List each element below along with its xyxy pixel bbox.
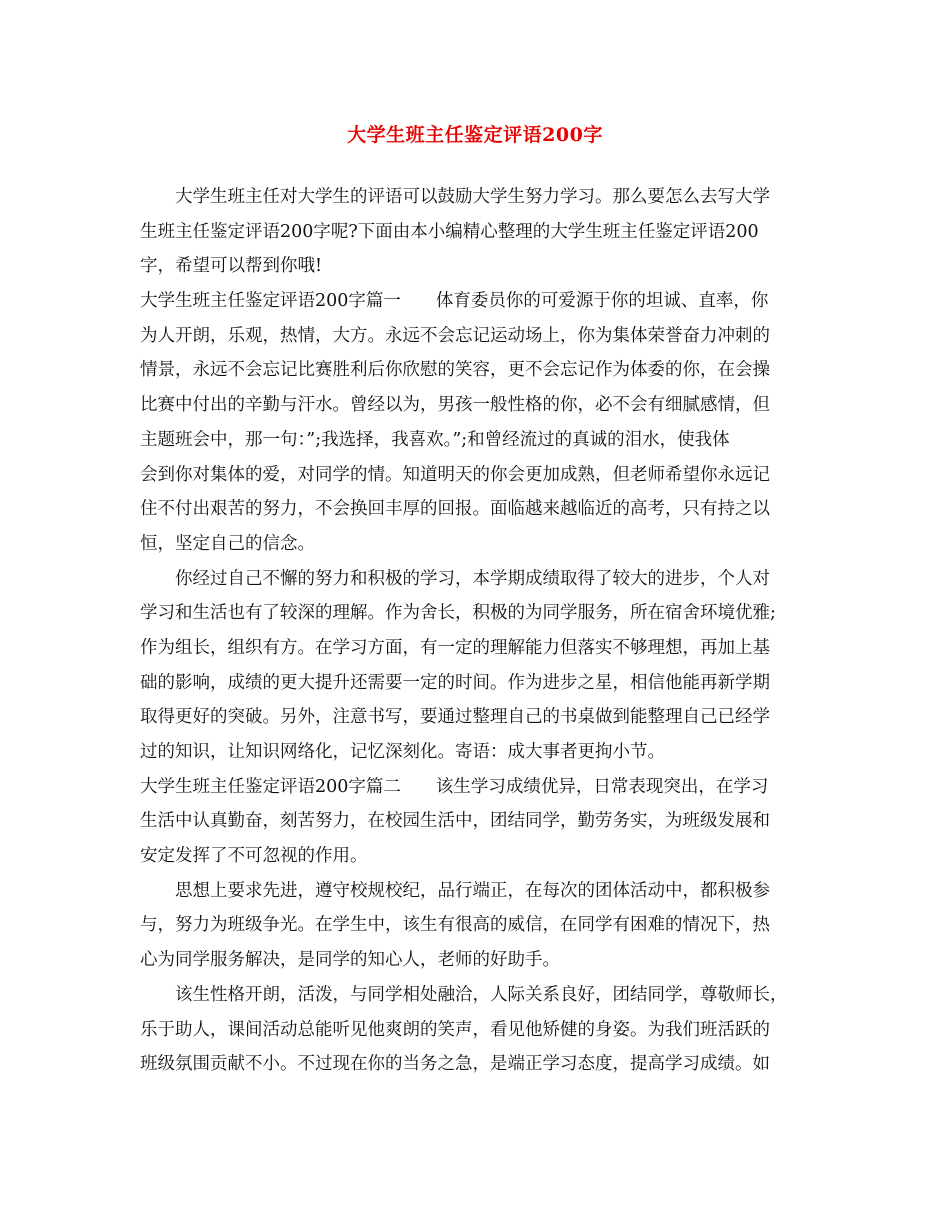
text-line: 恒，坚定自己的信念。 bbox=[140, 533, 315, 554]
text-line: 安定发挥了不可忽视的作用。 bbox=[140, 846, 368, 867]
text-line: 取得更好的突破。另外，注意书写，要通过整理自己的书桌做到能整理自己已经学 bbox=[140, 707, 770, 728]
text-line: 会到你对集体的爱，对同学的情。知道明天的你会更加成熟，但老师希望你永远记 bbox=[140, 464, 770, 485]
text-line: 比赛中付出的辛勤与汗水。曾经以为，男孩一般性格的你，必不会有细腻感情，但 bbox=[140, 395, 770, 416]
text-line: 学习和生活也有了较深的理解。作为舍长，积极的为同学服务，所在宿舍环境优雅; bbox=[140, 603, 776, 624]
text-line: 字，希望可以帮到你哦! bbox=[140, 256, 323, 277]
document-title: 大学生班主任鉴定评语200字 bbox=[347, 124, 603, 146]
text-line: 生班主任鉴定评语200字呢?下面由本小编精心整理的大学生班主任鉴定评语200 bbox=[140, 221, 759, 242]
text-line: 大学生班主任鉴定评语200字篇一 体育委员你的可爱源于你的坦诚、直率，你 bbox=[140, 291, 769, 312]
text-line: 大学生班主任鉴定评语200字篇二 该生学习成绩优异，日常表现突出，在学习 bbox=[140, 776, 769, 797]
text-line: 乐于助人，课间活动总能听见他爽朗的笑声，看见他矫健的身姿。为我们班活跃的 bbox=[140, 1019, 770, 1040]
text-line: 生活中认真勤奋，刻苦努力，在校园生活中，团结同学，勤劳务实，为班级发展和 bbox=[140, 811, 770, 832]
text-line: 思想上要求先进，遵守校规校纪，品行端正，在每次的团体活动中，都积极参 bbox=[175, 880, 770, 901]
text-line: 班级氛围贡献不小。不过现在你的当务之急，是端正学习态度，提高学习成绩。如 bbox=[140, 1054, 770, 1075]
text-line: 过的知识，让知识网络化，记忆深刻化。寄语：成大事者更拘小节。 bbox=[140, 742, 665, 762]
text-line: 住不付出艰苦的努力，不会换回丰厚的回报。面临越来越临近的高考，只有持之以 bbox=[140, 499, 770, 520]
text-line: 该生性格开朗，活泼，与同学相处融洽，人际关系良好，团结同学，尊敬师长， bbox=[175, 984, 788, 1005]
text-line: 主题班会中，那一句：”;我选择，我喜欢。”;和曾经流过的真诚的泪水，使我体 bbox=[140, 429, 730, 450]
text-line: 大学生班主任对大学生的评语可以鼓励大学生努力学习。那么要怎么去写大学 bbox=[175, 187, 770, 207]
text-line: 作为组长，组织有方。在学习方面，有一定的理解能力但落实不够理想，再加上基 bbox=[140, 637, 770, 658]
text-line: 础的影响，成绩的更大提升还需要一定的时间。作为进步之星，相信他能再新学期 bbox=[140, 672, 770, 693]
text-line: 与，努力为班级争光。在学生中，该生有很高的威信，在同学有困难的情况下，热 bbox=[140, 915, 770, 936]
text-line: 你经过自己不懈的努力和积极的学习，本学期成绩取得了较大的进步，个人对 bbox=[175, 568, 770, 589]
text-line: 情景，永远不会忘记比赛胜利后你欣慰的笑容，更不会忘记作为体委的你，在会操 bbox=[140, 360, 770, 381]
document-body bbox=[140, 180, 820, 1082]
text-line: 心为同学服务解决，是同学的知心人，老师的好助手。 bbox=[140, 950, 560, 971]
text-line: 为人开朗，乐观，热情，大方。永远不会忘记运动场上，你为集体荣誉奋力冲刺的 bbox=[140, 325, 770, 346]
